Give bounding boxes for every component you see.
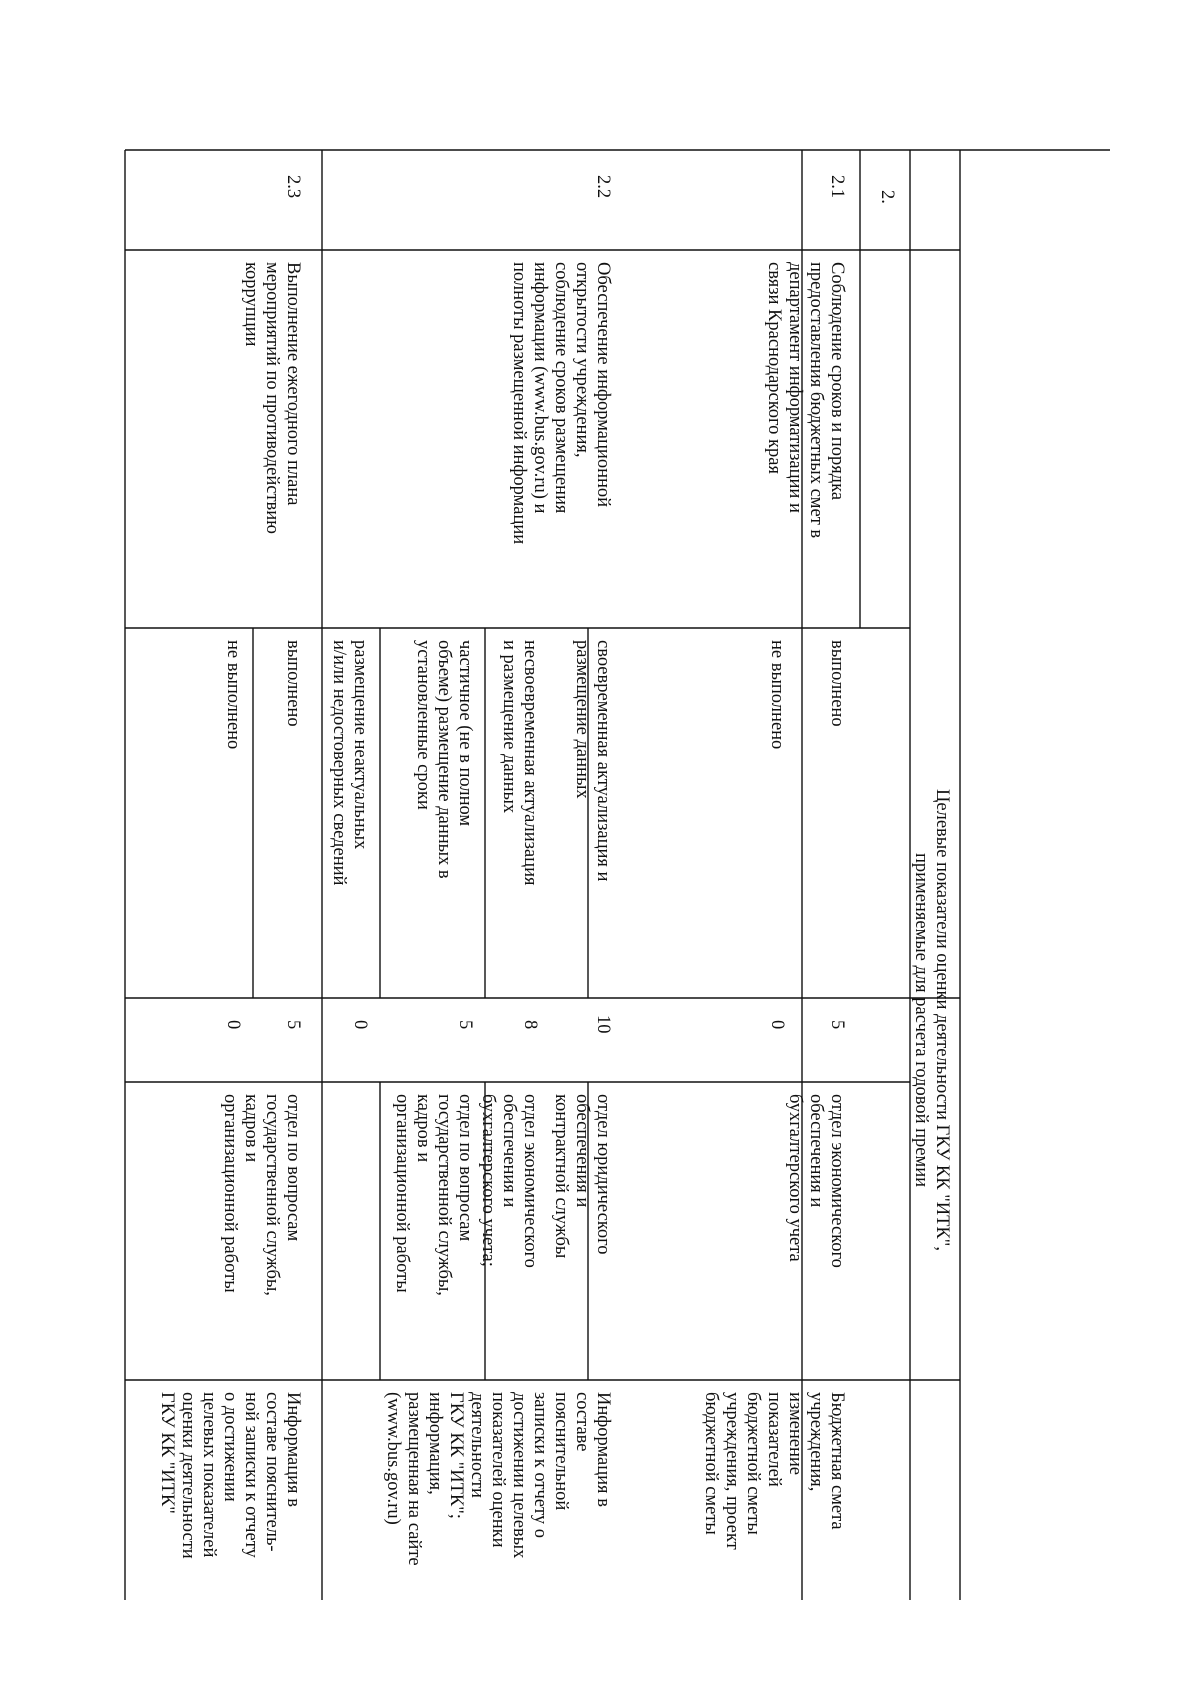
row-2-2-points-2: 8: [520, 1020, 540, 1030]
row-2-3-source: Информация в составе пояснитель- ной записки к отчету о достижении целевых показателей оценки деятельности ГКУ КК "ИТК": [157, 1392, 303, 1559]
row-2-3-indicator: Выполнение ежегодного плана мероприятий по противодействию коррупции: [241, 262, 303, 535]
row-2-2-criterion-2: несвоевременная актуализация и размещение данных: [499, 640, 540, 886]
row-2-3-responsible: отдел по вопросам государственной службы, кадров и организационной работы: [220, 1094, 303, 1296]
row-number-2-3: 2.3: [283, 175, 303, 199]
row-2-2-points-4: 0: [350, 1020, 370, 1030]
row-2-2-responsible-3: отдел по вопросам государственной службы, кадров и организационной работы: [392, 1094, 475, 1296]
row-2-2-criterion-4: размещение неактуальных и/или недостоверных сведений: [329, 640, 370, 886]
row-2-3-points-1: 5: [283, 1020, 303, 1030]
row-number-2-2: 2.2: [593, 175, 613, 199]
row-number-2-1: 2.1: [827, 175, 847, 199]
table-title-block: [910, 640, 952, 1400]
document-subtitle: применяемые для расчета годовой премии: [911, 852, 931, 1188]
row-2-1-criterion-1: выполнено: [827, 640, 847, 727]
row-2-2-responsible-2: отдел экономического обеспечения и бухгалтерского учета;: [478, 1094, 540, 1268]
row-2-3-criterion-1: выполнено: [283, 640, 303, 727]
row-2-2-criterion-1: своевременная актуализация и размещение данных: [572, 640, 613, 882]
row-2-3-criterion-2: не выполнено: [223, 640, 243, 750]
row-2-1-indicator: Соблюдение сроков и порядка предоставления бюджетных смет в департамент информатизации и связи Краснодарского края: [764, 262, 847, 539]
document-title: Целевые показатели оценки деятельности ГКУ КК "ИТК",: [932, 789, 952, 1251]
section-number: 2.: [877, 190, 897, 204]
row-2-2-points-1: 10: [593, 1015, 613, 1034]
row-2-1-responsible: отдел экономического обеспечения и бухгалтерского учета: [785, 1094, 847, 1268]
row-2-2-points-3: 5: [455, 1020, 475, 1030]
row-2-1-points-2: 0: [767, 1020, 787, 1030]
row-2-3-points-2: 0: [223, 1020, 243, 1030]
row-2-1-source: Бюджетная смета учреждения, изменение показателей бюджетной сметы учреждения, проект бюджетной сметы: [701, 1392, 847, 1550]
row-2-2-indicator: Обеспечение информационной открытости учреждения, соблюдение сроков размещения информации (www.bus.gov.ru) и полноты размещенной информации: [509, 262, 613, 545]
row-2-1-points-1: 5: [827, 1020, 847, 1030]
row-2-2-criterion-3: частичное (не в полном объеме) размещение данных в установленные сроки: [413, 640, 475, 879]
row-2-1-criterion-2: не выполнено: [767, 640, 787, 750]
row-2-2-responsible-1: отдел юридического обеспечения и контрактной службы: [551, 1094, 613, 1259]
row-2-2-source: Информация в составе пояснительной записки к отчету о достижении целевых показателей оценки деятельности ГКУ КК "ИТК"; информация, размещенная на сайте (www.bus.gov.ru): [383, 1392, 613, 1566]
